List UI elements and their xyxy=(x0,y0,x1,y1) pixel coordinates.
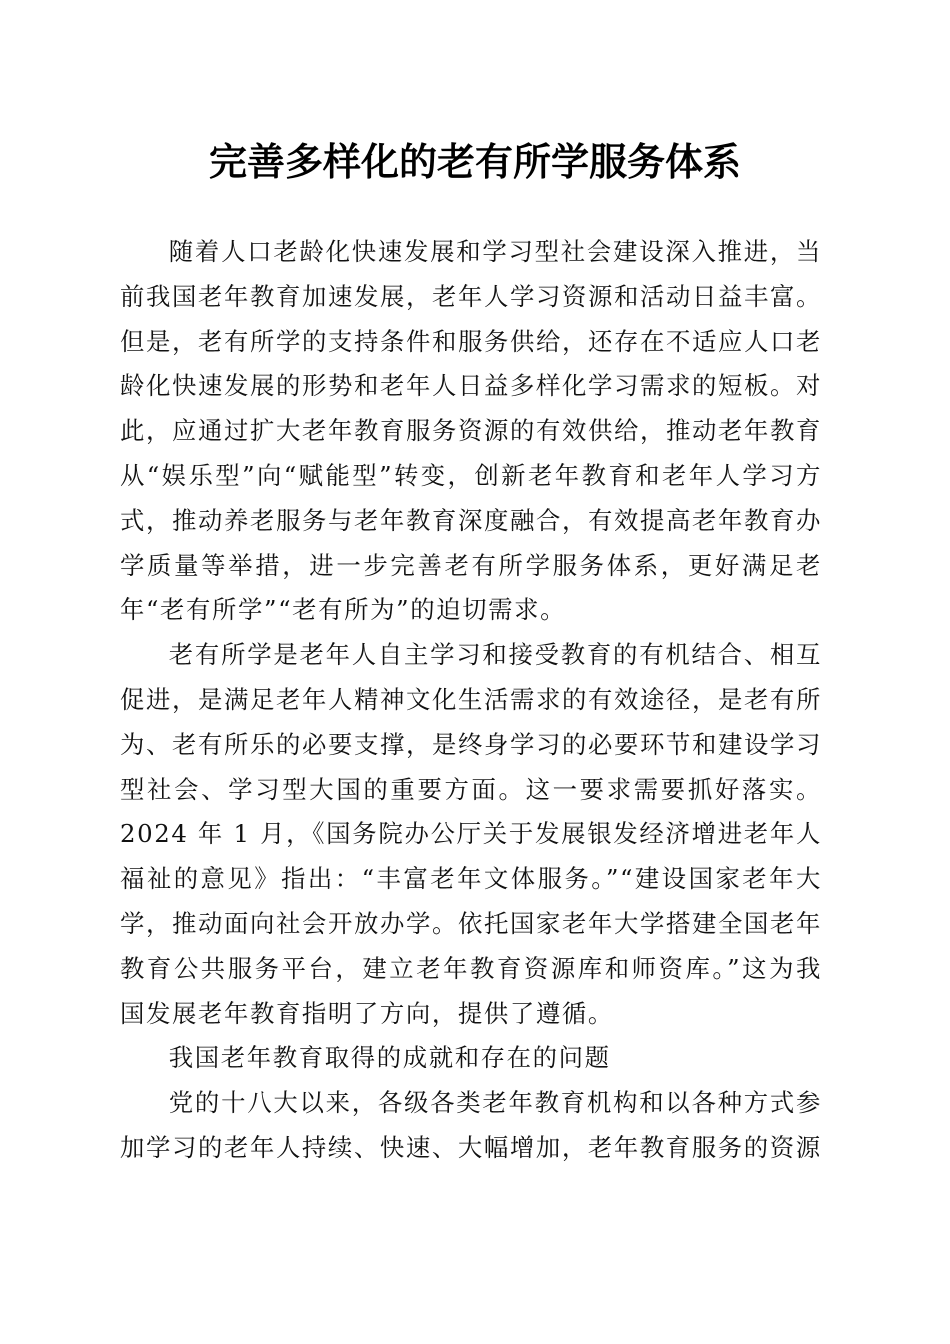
paragraph-intro: 随着人口老龄化快速发展和学习型社会建设深入推进，当前我国老年教育加速发展，老年人学习资源和活动日益丰富。但是，老有所学的支持条件和服务供给，还存在不适应人口老龄化快速发展的形势和老年人日益多样化学习需求的短板。对此，应通过扩大老年教育服务资源的有效供给，推动老年教育从“娱乐型”向“赋能型”转变，创新老年教育和老年人学习方式，推动养老服务与老年教育深度融合，有效提高老年教育办学质量等举措，进一步完善老有所学服务体系，更好满足老年“老有所学”“老有所为”的迫切需求。 xyxy=(120,237,822,625)
paragraph-learning-importance: 老有所学是老年人自主学习和接受教育的有机结合、相互促进，是满足老年人精神文化生活需求的有效途径，是老有所为、老有所乐的必要支撑，是终身学习的必要环节和建设学习型社会、学习型大国的重要方面。这一要求需要抓好落实。2024 年 1 月，《国务院办公厅关于发展银发经济增进老年人福祉的意见》指出：“丰富老年文体服务。”“建设国家老年大学，推动面向社会开放办学。依托国家老年大学搭建全国老年教育公共服务平台，建立老年教育资源库和师资库。”这为我国发展老年教育指明了方向，提供了遵循。 xyxy=(120,640,822,1028)
section-heading: 我国老年教育取得的成就和存在的问题 xyxy=(168,1043,611,1073)
document-body xyxy=(120,230,822,1171)
paragraph-achievements: 党的十八大以来，各级各类老年教育机构和以各种方式参加学习的老年人持续、快速、大幅增加，老年教育服务的资源 xyxy=(120,1088,822,1162)
document-title: 完善多样化的老有所学服务体系 xyxy=(208,139,741,184)
